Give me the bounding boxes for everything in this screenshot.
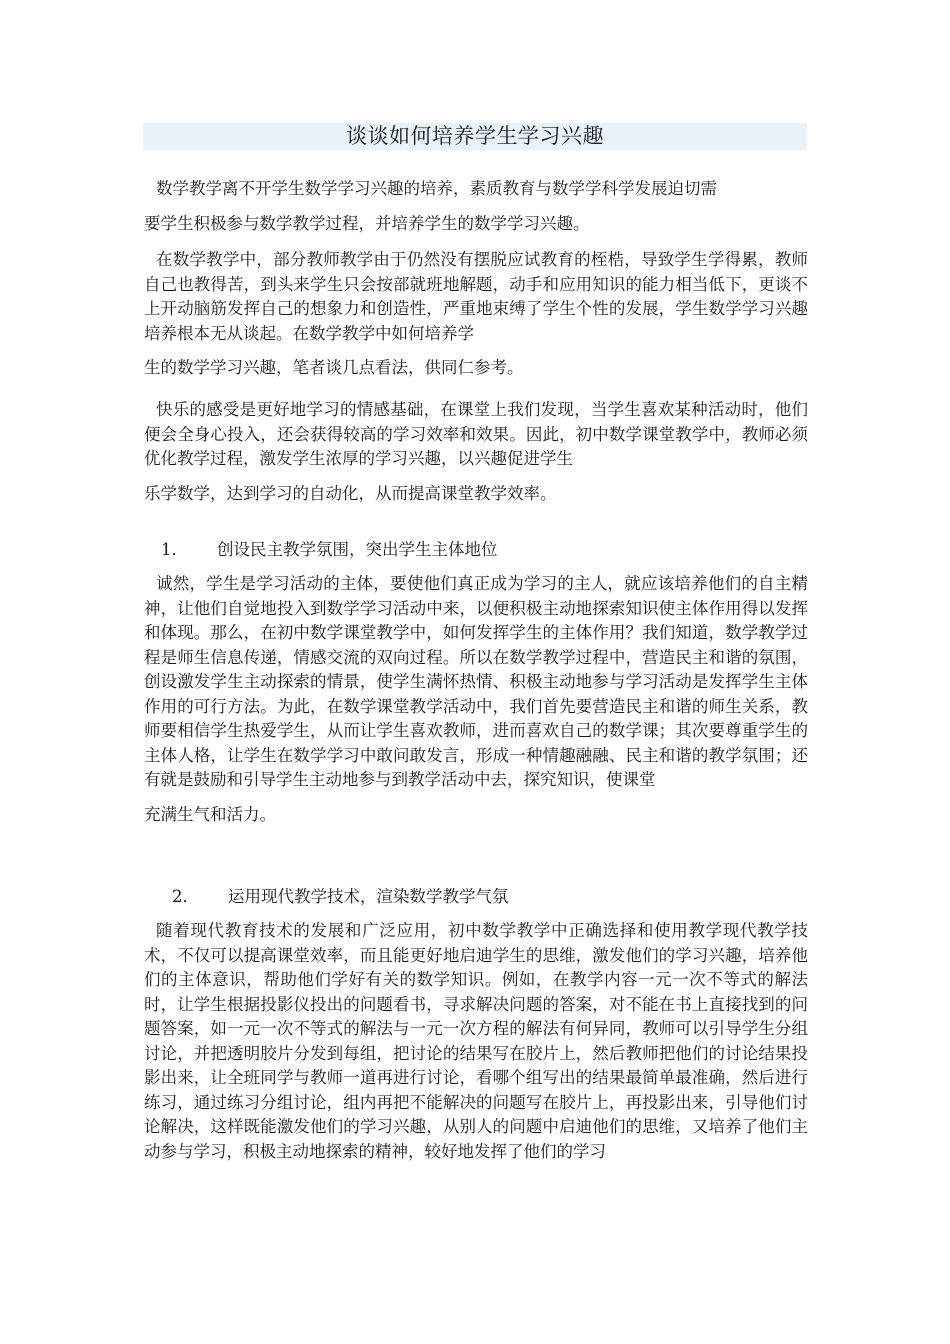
paragraph-problem-body: 在数学教学中，部分教师教学由于仍然没有摆脱应试教育的桎梏，导致学生学得累，教师自己也教得苦，到头来学生只会按部就班地解题，动手和应用知识的能力相当低下，更谈不上开动脑筋发挥自己的想象力和创造性，严重地束缚了学生个性的发展，学生数学学习兴趣培养根本无从谈起。在数学教学中如何培养学	[144, 250, 808, 343]
paragraph-intro	[144, 177, 808, 236]
section-1-paragraph	[144, 572, 808, 827]
section-2-body: 随着现代教育技术的发展和广泛应用，初中数学教学中正确选择和使用教学现代教学技术，不仅可以提高课堂效率，而且能更好地启迪学生的思维，激发他们的学习兴趣，培养他们的主体意识，帮助他们学好有关的数学知识。例如，在教学内容一元一次不等式的解法时，让学生根据投影仪投出的问题看书，寻求解决问题的答案，对不能在书上直接找到的问题答案，如一元一次不等式的解法与一元一次方程的解法有何异同，教师可以引导学生分组讨论，并把透明胶片分发到每组，把讨论的结果写在胶片上，然后教师把他们的讨论结果投影出来，让全班同学与教师一道再进行讨论，看哪个组写出的结果最简单最准确，然后进行练习，通过练习分组讨论，组内再把不能解决的问题写在胶片上，再投影出来，引导他们讨论解决，这样既能激发他们的学习兴趣，从别人的问题中启迪他们的思维，又培养了他们主动参与学习，积极主动地探索的精神，较好地发挥了他们的学习	[144, 921, 808, 1161]
section-2-paragraph	[144, 919, 808, 1164]
paragraph-motivation	[144, 398, 808, 506]
section-2-heading	[172, 885, 509, 909]
section-1-heading	[161, 538, 498, 562]
section-1-body: 诚然，学生是学习活动的主体，要使他们真正成为学习的主人，就应该培养他们的自主精神，让他们自觉地投入到数学学习活动中来，以便积极主动地探索知识使主体作用得以发挥和体现。那么，在初中数学课堂教学中，如何发挥学生的主体作用？我们知道，数学教学过程是师生信息传递，情感交流的双向过程。所以在数学教学过程中，营造民主和谐的氛围，创设激发学生主动探索的情景，使学生满怀热情、积极主动地参与学习活动是发挥学生主体作用的可行方法。为此，在数学课堂教学活动中，我们首先要营造民主和谐的师生关系，教师要相信学生热爱学生，从而让学生喜欢教师，进而喜欢自己的数学课；其次要尊重学生的主体人格，让学生在数学学习中敢问敢发言，形成一种情趣融融、民主和谐的教学氛围；还有就是鼓励和引导学生主动地参与到教学活动中去，探究知识，使课堂	[144, 574, 808, 789]
document-title: 谈谈如何培养学生学习兴趣	[346, 124, 604, 148]
section-1-title: 创设民主教学氛围，突出学生主体地位	[217, 540, 498, 559]
paragraph-intro-tail: 要学生积极参与数学教学过程，并培养学生的数学学习兴趣。	[144, 213, 590, 233]
paragraph-motivation-body: 快乐的感受是更好地学习的情感基础，在课堂上我们发现，当学生喜欢某种活动时，他们便会全身心投入，还会获得较高的学习效率和效果。因此，初中数学课堂教学中，教师必须优化教学过程，激发学生浓厚的学习兴趣，以兴趣促进学生	[144, 400, 808, 468]
paragraph-motivation-tail: 乐学数学，达到学习的自动化，从而提高课堂教学效率。	[144, 483, 557, 503]
paragraph-problem-tail: 生的数学学习兴趣，笔者谈几点看法，供同仁参考。	[144, 358, 524, 377]
paragraph-intro-body: 数学教学离不开学生数学学习兴趣的培养，素质教育与数学学科学发展迫切需	[156, 179, 717, 198]
paragraph-problem	[144, 248, 808, 381]
section-1-number: 1．	[161, 540, 188, 559]
section-2-title: 运用现代教学技术，渲染数学教学气氛	[228, 887, 509, 906]
section-2-number: 2．	[172, 887, 199, 906]
section-1-tail: 充满生气和活力。	[144, 804, 276, 824]
